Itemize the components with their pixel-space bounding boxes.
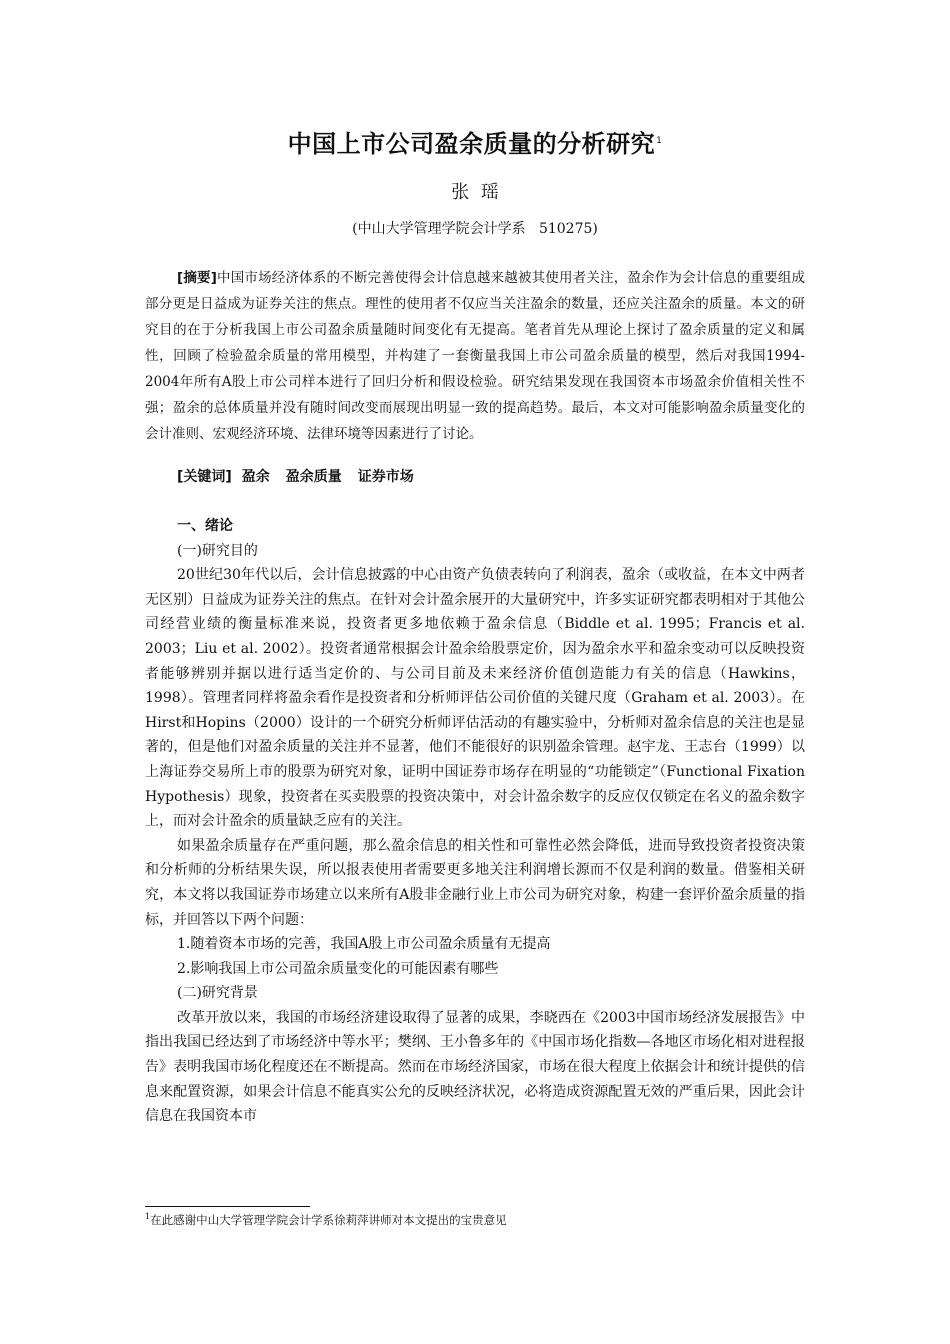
question-item: 2.影响我国上市公司盈余质量变化的可能因素有哪些	[177, 960, 499, 977]
title-text: 中国上市公司盈余质量的分析研究	[287, 130, 656, 158]
paragraph: 如果盈余质量存在严重问题，那么盈余信息的相关性和可靠性必然会降低，进而导致投资者投资决策和分析师的分析结果失误，所以报表使用者需要更多地关注利润增长源而不仅是利润的数量。借鉴相关研究，本文将以我国证券市场建立以来所有A股非金融行业上市公司为研究对象，构建一套评价盈余质量的指标，并回答以下两个问题：	[145, 837, 805, 928]
keyword-item: 盈余质量	[285, 469, 342, 485]
paragraph: 20世纪30年代以后，会计信息披露的中心由资产负债表转向了利润表，盈余（或收益，在本文中两者无区别）日益成为证券关注的焦点。在针对会计盈余展开的大量研究中，许多实证研究都表明相对于其他公司经营业绩的衡量标准来说，投资者更多地依赖于盈余信息（Biddle et al. 1995；Francis et al. 2003；Liu et al. 2002）。投资者通常根据会计盈余给股票定价，因为盈余水平和盈余变动可以反映投资者能够辨别并据以进行适当定价的、与公司目前及未来经济价值创造能力有关的信息（Hawkins，1998）。管理者同样将盈余看作是投资者和分析师评估公司价值的关键尺度（Graham et al. 2003）。在Hirst和Hopins（2000）设计的一个研究分析师评估活动的有趣实验中，分析师对盈余信息的关注也是显著的，但是他们对盈余质量的关注并不显著，他们不能很好的识别盈余管理。赵宇龙、王志台（1999）以上海证券交易所上市的股票为研究对象，证明中国证券市场存在明显的“功能锁定”（Functional Fixation Hypothesis）现象，投资者在买卖股票的投资决策中，对会计盈余数字的反应仅仅锁定在名义的盈余数字上，而对会计盈余的质量缺乏应有的关注。	[145, 567, 805, 830]
author-name: 张 瑶	[451, 182, 499, 203]
abstract	[145, 265, 805, 447]
subsection-heading: (一)研究目的	[177, 542, 258, 559]
keyword-item: 盈余	[241, 469, 270, 485]
title-footnote-mark: 1	[656, 136, 663, 146]
abstract-text: 中国市场经济体系的不断完善使得会计信息越来越被其使用者关注，盈余作为会计信息的重要组成部分更是日益成为证券关注的焦点。理性的使用者不仅应当关注盈余的数量，还应关注盈余的质量。本文的研究目的在于分析我国上市公司盈余质量随时间变化有无提高。笔者首先从理论上探讨了盈余质量的定义和属性，回顾了检验盈余质量的常用模型，并构建了一套衡量我国上市公司盈余质量的模型，然后对我国1994-2004年所有A股上市公司样本进行了回归分析和假设检验。研究结果发现在我国资本市场盈余价值相关性不强；盈余的总体质量并没有随时间改变而展现出明显一致的提高趋势。最后，本文对可能影响盈余质量变化的会计准则、宏观经济环境、法律环境等因素进行了讨论。	[145, 270, 805, 442]
footnote-mark: 1	[145, 1212, 151, 1222]
footnote-divider	[145, 1206, 310, 1207]
author-affiliation: (中山大学管理学院会计学系 510275)	[352, 221, 598, 237]
keywords	[177, 466, 414, 486]
subsection-heading: (二)研究背景	[177, 985, 258, 1002]
footnote	[145, 1212, 507, 1228]
question-item: 1.随着资本市场的完善，我国A股上市公司盈余质量有无提高	[177, 936, 551, 953]
footnote-text: 在此感谢中山大学管理学院会计学系徐莉萍讲师对本文提出的宝贵意见	[150, 1213, 507, 1227]
abstract-label: [摘要]	[177, 270, 217, 286]
body-text	[145, 514, 805, 1129]
paper-title	[0, 124, 950, 159]
paragraph: 改革开放以来，我国的市场经济建设取得了显著的成果，李晓西在《2003中国市场经济发展报告》中指出我国已经达到了市场经济中等水平；樊纲、王小鲁多年的《中国市场化指数—各地区市场化相对进程报告》表明我国市场化程度还在不断提高。然而在市场经济国家，市场在很大程度上依据会计和统计提供的信息来配置资源，如果会计信息不能真实公允的反映经济状况，必将造成资源配置无效的严重后果，因此会计信息在我国资本市	[145, 1009, 805, 1125]
section-heading: 一、绪论	[177, 518, 233, 534]
keywords-label: [关键词]	[177, 469, 232, 485]
keyword-item: 证券市场	[357, 469, 414, 485]
